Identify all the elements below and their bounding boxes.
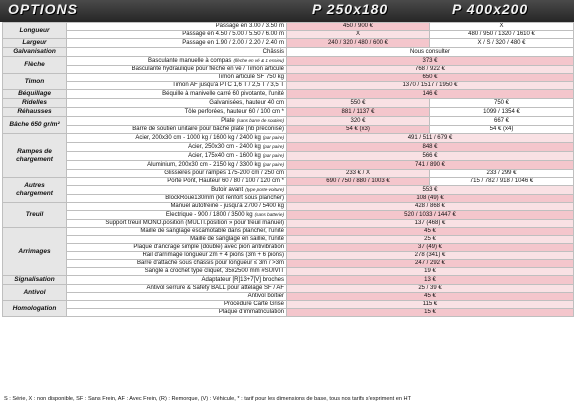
table-row xyxy=(3,252,574,260)
table-row xyxy=(3,170,574,178)
category-label: Réhausses xyxy=(3,108,67,117)
category-label: Timon xyxy=(3,74,67,90)
option-description xyxy=(67,268,287,276)
price-model-a: 320 € xyxy=(287,117,430,126)
option-description xyxy=(67,152,287,161)
option-description xyxy=(67,57,287,66)
option-description xyxy=(67,126,287,134)
table-row xyxy=(3,228,574,236)
table-row xyxy=(3,186,574,195)
option-label: Acier, 175x40 cm - 1600 kg xyxy=(188,153,261,159)
option-description xyxy=(67,108,287,117)
category-label: Largeur xyxy=(3,39,67,48)
model-b-title: P 400x200 xyxy=(452,1,529,17)
table-row xyxy=(3,203,574,211)
category-label: Autres chargement xyxy=(3,178,67,203)
table-row xyxy=(3,82,574,90)
option-description xyxy=(67,90,287,99)
option-label: Electrique - 900 / 1800 / 3500 kg xyxy=(165,212,253,218)
option-note: (par paire) xyxy=(262,153,284,158)
table-row xyxy=(3,90,574,99)
option-description xyxy=(67,195,287,203)
price-model-b: 715 / 782 / 918 / 1046 € xyxy=(430,178,574,186)
option-label: Glissières pour rampes 175-200 cm / 250 cm xyxy=(164,170,284,176)
option-description xyxy=(67,23,287,31)
option-label: Butoir avant xyxy=(211,187,244,193)
footer-note: S : Série, X : non disponible, SF : Sans Frein, AF : Avec Frein, (R) : Remorque, (V) : Véhicule, * : tarif pour les dimensions de base, tous nos tarifs s'expriment en HT xyxy=(4,396,411,402)
option-label: Passage en 3.00 / 3.50 m xyxy=(215,23,284,29)
option-note: (sans barre de soutien) xyxy=(236,118,284,123)
header-bar xyxy=(0,0,574,22)
option-note: (sans batterie) xyxy=(254,212,284,217)
option-label: Tôle perforées, hauteur 60 / 100 cm * xyxy=(184,108,284,115)
option-label: Basculante hydraulique pour flèche en vé / Timon articulé xyxy=(131,66,284,72)
option-label: Manuel autofreiné - jusqu'à 2700 / 5400 kg xyxy=(170,203,284,209)
price-model-a: 233 € / X xyxy=(287,170,430,178)
price-model-a: 881 / 1137 € xyxy=(287,108,430,117)
price-both-models: 108 (49) € xyxy=(287,195,574,203)
option-label: Béquille à manivelle carré 60 pivotante, l'unité xyxy=(162,90,284,97)
option-description xyxy=(67,220,287,228)
option-description xyxy=(67,117,287,126)
table-row xyxy=(3,48,574,57)
price-both-models: Nous consulter xyxy=(287,48,574,57)
category-label: Béquillage xyxy=(3,90,67,99)
option-label: Maille de sanglage en saillie, l'unité xyxy=(190,236,284,242)
table-row xyxy=(3,236,574,244)
option-label: Passage en 1.90 / 2.00 / 2.20 / 2.40 m xyxy=(182,39,284,46)
price-model-a: 550 € xyxy=(287,99,430,108)
option-label: Galvanisées, hauteur 40 cm xyxy=(209,99,284,106)
price-both-models: 768 / 922 € xyxy=(287,66,574,74)
option-description xyxy=(67,244,287,252)
option-label: Support treuil MONO.position (MULTI.position » pour treuil manuel) xyxy=(105,220,284,226)
price-both-models: 278 (341) € xyxy=(287,252,574,260)
option-description xyxy=(67,82,287,90)
option-label: Sangle à crochet type cliquet, 35x2500 mm #SUIVIT xyxy=(144,268,284,274)
option-note: (par paire) xyxy=(262,162,284,167)
category-label: Arrimages xyxy=(3,228,67,276)
option-label: Acier, 250x30 cm - 2400 kg xyxy=(188,144,261,150)
option-description xyxy=(67,170,287,178)
table-row xyxy=(3,126,574,134)
table-row xyxy=(3,74,574,82)
option-description xyxy=(67,66,287,74)
option-label: Acier, 200x30 cm - 1000 kg / 1600 kg / 2400 kg xyxy=(135,135,261,141)
table-row xyxy=(3,66,574,74)
price-both-models: 15 € xyxy=(287,309,574,317)
price-both-models: 25 € xyxy=(287,236,574,244)
option-label: Maille de sanglage escamotable dans plancher, l'unité xyxy=(140,228,284,234)
table-row xyxy=(3,39,574,48)
price-both-models: 137 (468) € xyxy=(287,220,574,228)
price-both-models: 553 € xyxy=(287,186,574,195)
option-label: Basculante manuelle à compas xyxy=(148,58,232,64)
price-both-models: 520 / 1033 / 1447 € xyxy=(287,211,574,220)
option-label: Châssis xyxy=(262,48,284,55)
option-label: Timon articulé SF 750 kg xyxy=(217,74,284,80)
category-label: Ridelles xyxy=(3,99,67,108)
price-both-models: 146 € xyxy=(287,90,574,99)
price-both-models: 428 / 868 € xyxy=(287,203,574,211)
option-description xyxy=(67,74,287,82)
price-both-models: 37 (49) € xyxy=(287,244,574,252)
option-description xyxy=(67,161,287,170)
option-note: (par paire) xyxy=(262,135,284,140)
category-label: Rampes de chargement xyxy=(3,134,67,178)
price-model-a: 54 € (x3) xyxy=(287,126,430,134)
price-both-models: 247 / 292 € xyxy=(287,260,574,268)
price-model-a: X xyxy=(287,31,430,39)
table-row xyxy=(3,161,574,170)
table-row xyxy=(3,293,574,301)
page-title: OPTIONS xyxy=(8,1,79,17)
table-row xyxy=(3,244,574,252)
option-description xyxy=(67,276,287,285)
option-label: Rail d'arrimage longueur 2m + 4 pions (3m + 6 pions) xyxy=(142,252,284,258)
option-label: Aluminium, 200x30 cm - 2150 kg / 3300 kg xyxy=(147,162,261,168)
option-note: (par paire) xyxy=(262,144,284,149)
table-row xyxy=(3,195,574,203)
price-both-models: 45 € xyxy=(287,228,574,236)
category-label: Treuil xyxy=(3,203,67,228)
table-row xyxy=(3,108,574,117)
option-description xyxy=(67,48,287,57)
price-model-b: 54 € (x4) xyxy=(430,126,574,134)
category-label: Antivol xyxy=(3,285,67,301)
price-model-a: 690 / 750 / 880 / 1003 € xyxy=(287,178,430,186)
option-description xyxy=(67,285,287,293)
table-row xyxy=(3,301,574,309)
option-note: (type porte-voiture) xyxy=(245,187,284,192)
price-model-b: 480 / 950 / 1320 / 1610 € xyxy=(430,31,574,39)
price-both-models: 25 / 39 € xyxy=(287,285,574,293)
table-row xyxy=(3,99,574,108)
price-model-b: 750 € xyxy=(430,99,574,108)
price-both-models: 741 / 890 € xyxy=(287,161,574,170)
option-description xyxy=(67,31,287,39)
table-row xyxy=(3,23,574,31)
price-both-models: 566 € xyxy=(287,152,574,161)
table-row xyxy=(3,57,574,66)
price-both-models: 13 € xyxy=(287,276,574,285)
category-label: Galvanisation xyxy=(3,48,67,57)
price-both-models: 848 € xyxy=(287,143,574,152)
price-both-models: 115 € xyxy=(287,301,574,309)
option-description xyxy=(67,301,287,309)
option-label: Adaptateur [R]13+7[V] broches xyxy=(201,276,284,283)
price-both-models: 491 / 511 / 679 € xyxy=(287,134,574,143)
option-label: Plaque d'immatriculation xyxy=(218,309,284,315)
table-row xyxy=(3,152,574,161)
category-label: Signalisation xyxy=(3,276,67,285)
table-row xyxy=(3,285,574,293)
table-row xyxy=(3,211,574,220)
option-description xyxy=(67,236,287,244)
table-row xyxy=(3,268,574,276)
price-both-models: 19 € xyxy=(287,268,574,276)
table-row xyxy=(3,220,574,228)
option-note: (flèche en vé & 1 essieu) xyxy=(233,58,284,63)
options-table xyxy=(2,22,574,317)
category-label: Homologation xyxy=(3,301,67,317)
option-description xyxy=(67,252,287,260)
option-label: Barre de soutien unitaire pour bâche plate (nb préconisé) xyxy=(132,126,284,132)
option-label: Passage en 4.50 / 5.00 / 5.50 / 6.00 m xyxy=(182,31,284,37)
option-label: Antivol serrure & Safety BALL pour attelage SF / AF xyxy=(146,285,284,291)
option-description xyxy=(67,293,287,301)
option-description xyxy=(67,39,287,48)
option-description xyxy=(67,211,287,220)
option-description xyxy=(67,228,287,236)
table-row xyxy=(3,143,574,152)
table-row xyxy=(3,276,574,285)
option-label: Procédure Carte Grise xyxy=(223,301,284,307)
option-description xyxy=(67,143,287,152)
option-description xyxy=(67,99,287,108)
option-label: Antivol boîtier xyxy=(247,293,284,299)
price-model-b: X xyxy=(430,23,574,31)
price-model-b: 233 / 299 € xyxy=(430,170,574,178)
price-both-models: 650 € xyxy=(287,74,574,82)
category-label: Flèche xyxy=(3,57,67,74)
option-label: Plate xyxy=(221,118,235,124)
table-row xyxy=(3,178,574,186)
model-a-title: P 250x180 xyxy=(312,1,389,17)
price-model-b: 1099 / 1354 € xyxy=(430,108,574,117)
price-model-a: 450 / 900 € xyxy=(287,23,430,31)
table-row xyxy=(3,31,574,39)
option-description xyxy=(67,178,287,186)
category-label: Bâche 650 gr/m² xyxy=(3,117,67,134)
category-label: Longueur xyxy=(3,23,67,39)
price-both-models: 1370 / 1517 / 1950 € xyxy=(287,82,574,90)
table-row xyxy=(3,309,574,317)
price-model-b: 667 € xyxy=(430,117,574,126)
option-label: Porte Pont, Hauteur 60 / 80 / 100 / 120 cm * xyxy=(167,178,284,184)
option-label: BlockRoue130mm (kit renfort sous plancher) xyxy=(165,195,284,201)
price-model-b: X / S / 320 / 480 € xyxy=(430,39,574,48)
price-model-a: 240 / 320 / 480 / 600 € xyxy=(287,39,430,48)
option-description xyxy=(67,186,287,195)
price-both-models: 45 € xyxy=(287,293,574,301)
option-description xyxy=(67,134,287,143)
option-label: Barre d'attache sous châssis pour longueur ≤ 3m / >3m xyxy=(136,260,284,266)
option-description xyxy=(67,260,287,268)
option-label: Timon AF jusqu'à PTC 1,6 T / 2,5 T / 3,5 T xyxy=(172,82,284,88)
option-description xyxy=(67,203,287,211)
option-label: Plaque d'ancrage simple (double) avec pion antivibration xyxy=(133,244,284,250)
option-description xyxy=(67,309,287,317)
table-row xyxy=(3,117,574,126)
table-row xyxy=(3,260,574,268)
table-row xyxy=(3,134,574,143)
price-both-models: 373 € xyxy=(287,57,574,66)
